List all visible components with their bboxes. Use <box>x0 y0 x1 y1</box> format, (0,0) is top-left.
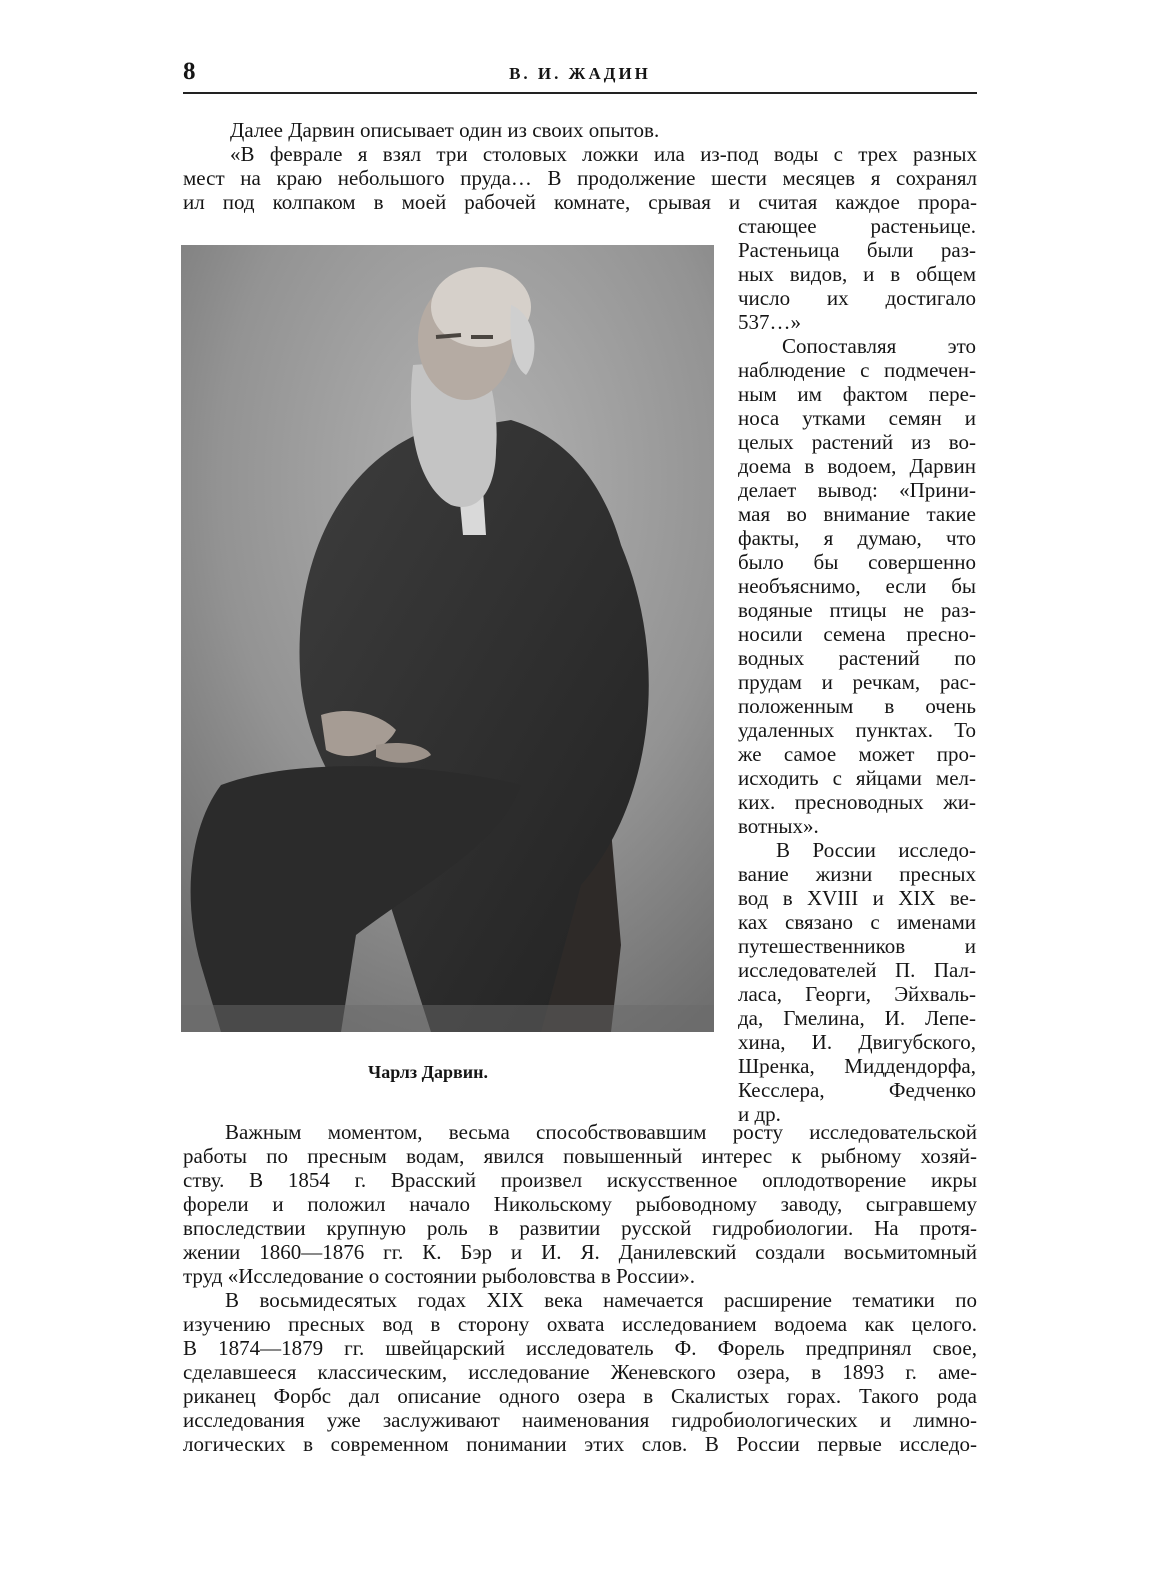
text-line: целых растений из во- <box>738 430 976 454</box>
text-line: положенным в очень <box>738 694 976 718</box>
text-line: водных растений по <box>738 646 976 670</box>
text-line: ных видов, и в общем <box>738 262 976 286</box>
text-line: число их достигало <box>738 286 976 310</box>
text-line: 537…» <box>738 310 801 334</box>
text-line: исследования уже заслуживают наименования гидробиологических и лимно- <box>183 1408 977 1432</box>
text-line: Кесслера, Федченко <box>738 1078 976 1102</box>
text-line: форели и положил начало Никольскому рыбоводному заводу, сыгравшему <box>183 1192 977 1216</box>
text-line: необъяснимо, если бы <box>738 574 976 598</box>
text-line: факты, я думаю, что <box>738 526 976 550</box>
text-line: ласа, Георги, Эйхваль- <box>738 982 976 1006</box>
text-line: стающее растеньице. <box>738 214 976 238</box>
text-line: Шренка, Миддендорфа, <box>738 1054 976 1078</box>
text-line: же самое может про- <box>738 742 976 766</box>
text-line: Далее Дарвин описывает один из своих опытов. <box>230 118 660 142</box>
text-line: Важным моментом, весьма способствовавшим росту исследовательской <box>225 1120 977 1144</box>
text-line: ству. В 1854 г. Врасский произвел искусственное оплодотворение икры <box>183 1168 977 1192</box>
text-line: ил под колпаком в моей рабочей комнате, срывая и считая каждое прора- <box>183 190 977 214</box>
text-line: «В феврале я взял три столовых ложки ила из-под воды с трех разных <box>230 142 977 166</box>
text-line: вод в XVIII и XIX ве- <box>738 886 976 910</box>
text-line: исходить с яйцами мел- <box>738 766 976 790</box>
text-line: вание жизни пресных <box>738 862 976 886</box>
running-head: В. И. ЖАДИН <box>509 64 651 83</box>
text-line: жении 1860—1876 гг. К. Бэр и И. Я. Данилевский создали восьмитомный <box>183 1240 977 1264</box>
text-line: риканец Форбс дал описание одного озера в Скалистых горах. Такого рода <box>183 1384 977 1408</box>
text-line: изучению пресных вод в сторону охвата исследованием водоема как целого. <box>183 1312 977 1336</box>
text-line: носа утками семян и <box>738 406 976 430</box>
text-line: Растеньица были раз- <box>738 238 976 262</box>
text-line: ным им фактом пере- <box>738 382 976 406</box>
text-line: вотных». <box>738 814 819 838</box>
text-line: мая во внимание такие <box>738 502 976 526</box>
text-line: прудам и речкам, рас- <box>738 670 976 694</box>
text-line: работы по пресным водам, явился повышенный интерес к рыбному хозяй- <box>183 1144 977 1168</box>
text-line: хина, И. Двигубского, <box>738 1030 976 1054</box>
text-line: да, Гмелина, И. Лепе- <box>738 1006 976 1030</box>
text-line: Сопоставляя это <box>782 334 976 358</box>
page-header <box>183 58 977 94</box>
text-line: В 1874—1879 гг. швейцарский исследователь Ф. Форель предпринял свое, <box>183 1336 977 1360</box>
text-line: водяные птицы не раз- <box>738 598 976 622</box>
text-line: ках связано с именами <box>738 910 976 934</box>
text-line: доема в водоем, Дарвин <box>738 454 976 478</box>
text-line: исследователей П. Пал- <box>738 958 976 982</box>
portrait-photo <box>181 245 714 1032</box>
text-line: сделавшееся классическим, исследование Женевского озера, в 1893 г. аме- <box>183 1360 977 1384</box>
portrait-illustration <box>181 245 714 1032</box>
page-number: 8 <box>183 58 196 85</box>
text-line: и др. <box>738 1102 781 1126</box>
text-line: наблюдение с подмечен- <box>738 358 976 382</box>
text-line: логических в современном понимании этих слов. В России первые исследо- <box>183 1432 977 1456</box>
text-line: было бы совершенно <box>738 550 976 574</box>
text-line: труд «Исследование о состоянии рыболовства в России». <box>183 1264 696 1288</box>
text-line: путешественников и <box>738 934 976 958</box>
figure-caption: Чарлз Дарвин. <box>368 1062 488 1082</box>
text-line: В восьмидесятых годах XIX века намечается расширение тематики по <box>225 1288 977 1312</box>
text-line: В России исследо- <box>776 838 976 862</box>
text-line: впоследствии крупную роль в развитии русской гидробиологии. На протя- <box>183 1216 977 1240</box>
text-line: ких. пресноводных жи- <box>738 790 976 814</box>
text-line: мест на краю небольшого пруда… В продолжение шести месяцев я сохранял <box>183 166 977 190</box>
text-line: удаленных пунктах. То <box>738 718 976 742</box>
text-line: делает вывод: «Прини- <box>738 478 976 502</box>
text-line: носили семена пресно- <box>738 622 976 646</box>
